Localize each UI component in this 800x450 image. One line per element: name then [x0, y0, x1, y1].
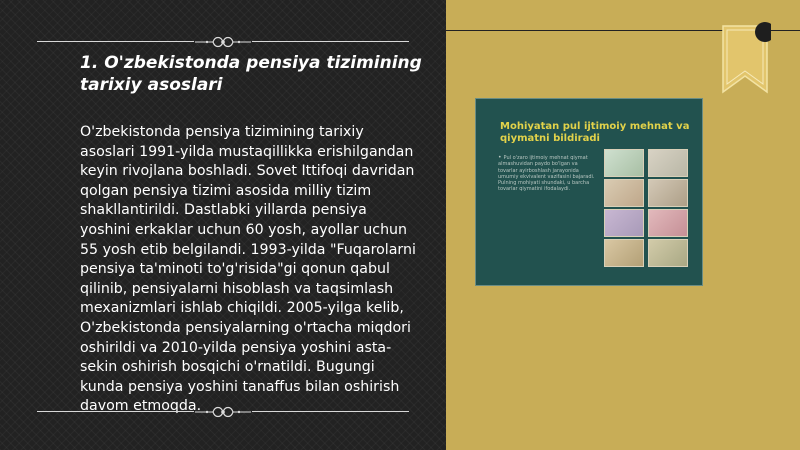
embedded-slide-image [475, 98, 703, 286]
slide-bullet-text [498, 155, 598, 193]
bottom-rule-right [252, 411, 409, 412]
banknote-image [648, 239, 688, 267]
bullet-dot-icon: • [498, 154, 502, 161]
banknote-image [604, 149, 644, 177]
banknote-image [604, 239, 644, 267]
banknote-image [648, 209, 688, 237]
slide-title: Mohiyatan pul ijtimoiy mehnat va qiymatni bildiradi [500, 121, 690, 144]
page-title: 1. O'zbekistonda pensiya tizimining tarixiy asoslari [80, 53, 422, 95]
top-ornament-icon [193, 33, 253, 51]
banknotes-picture [604, 149, 688, 267]
top-rule-left [37, 41, 194, 42]
bottom-rule-left [37, 411, 194, 412]
banknote-image [604, 179, 644, 207]
slide-bullet-content: Pul o'zaro ijtimoiy mehnat qiymat almashuvidan paydo bo'lgan va tovarlar ayirboshlash jarayonida umumiy ekvivalent vazifasini bajaradi. Pulning mohiyati shundaki, u barcha tovarlar qiymatini ifodalaydi. [498, 155, 595, 193]
banknote-image [648, 179, 688, 207]
banknote-image [648, 149, 688, 177]
top-rule-right [252, 41, 409, 42]
bottom-ornament-icon [193, 403, 253, 421]
body-paragraph: O'zbekistonda pensiya tizimining tarixiy asoslari 1991-yilda mustaqillikka erishilgandan keyin rivojlana boshladi. Sovet Ittifoqi davridan qolgan pensiya tizimi asosida milliy tizim shakllantirildi. Dastlabki yillarda pensiya yoshini erkaklar uchun 60 yosh, ayollar uchun 55 yosh etib belgilandi. 1993-yilda "Fuqarolarni pensiya ta'minoti to'g'risida"gi qonun qabul qilinib, pensiyalarni hisoblash va taqsimlash mexanizmlari ishlab chiqildi. 2005-yilga kelib, O'zbekistonda pensiyalarning o'rtacha miqdori oshirildi va 2010-yilda pensiya yoshini asta-sekin oshirish bosqichi o'rnatildi. Bugungi kunda pensiya yoshini tanaffus bilan oshirish davom etmoqda. [80, 124, 416, 415]
ribbon-bookmark-icon [719, 18, 771, 98]
banknote-image [604, 209, 644, 237]
